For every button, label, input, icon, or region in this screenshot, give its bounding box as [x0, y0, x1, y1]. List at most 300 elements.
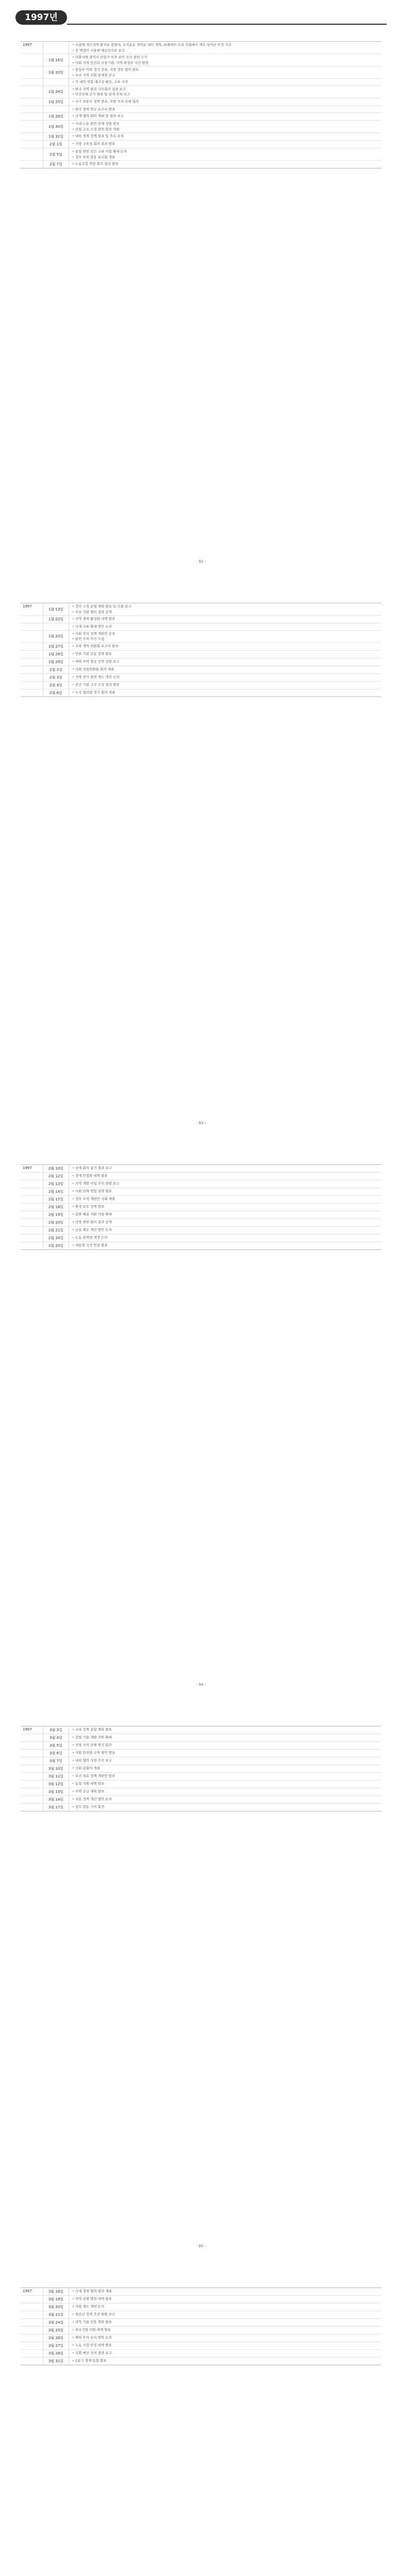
year-cell — [21, 1804, 43, 1811]
event-item: • 우리 지역 의회 문제점 보고 — [72, 73, 378, 78]
events-cell — [69, 1204, 381, 1211]
table-row — [21, 682, 381, 689]
event-item: • 정부 국정 운영 계획 발표 및 국회 보고 — [72, 604, 378, 609]
page-number: - 94 - — [196, 1683, 206, 1687]
page-number: - 95 - — [196, 2244, 206, 2248]
events-cell — [69, 113, 381, 120]
date-cell: 2월 10일 — [43, 1165, 69, 1172]
table-row — [21, 2342, 381, 2350]
document-page — [21, 2287, 381, 2576]
event-item: • 농업 지원 대책 발표 — [72, 1781, 378, 1787]
event-item: • 국내 노동 관련 단체 성명 발표 — [72, 121, 378, 127]
year-cell: 1997 — [21, 42, 43, 54]
event-item: • 정부 합동 기자 회견 — [72, 1804, 378, 1810]
date-cell: 3월 31일 — [43, 2358, 69, 2365]
table-row — [21, 66, 381, 79]
date-cell: 3월 6일 — [43, 1750, 69, 1757]
date-cell: 1월 27일 — [43, 643, 69, 650]
events-cell — [69, 1781, 381, 1788]
year-cell — [21, 2303, 43, 2311]
table-row — [21, 1173, 381, 1180]
event-item: • 민간단체 공식 발표 및 관계 부처 보고 — [72, 92, 378, 97]
event-item: • 노동 관계법 개정 논의 — [72, 1235, 378, 1241]
table-row — [21, 2296, 381, 2303]
event-item: • 1분기 경제 동향 발표 — [72, 2358, 378, 2364]
year-cell — [21, 1781, 43, 1788]
table-row — [21, 1788, 381, 1796]
events-cell — [69, 2311, 381, 2318]
year-cell — [21, 1788, 43, 1795]
events-cell — [69, 1211, 381, 1218]
date-cell: 3월 28일 — [43, 2350, 69, 2357]
date-cell: 3월 18일 — [43, 2288, 69, 2295]
date-cell: 2월 7일 — [43, 161, 69, 168]
event-item: • 과학 기술 진흥 계획 발표 — [72, 2319, 378, 2325]
event-item: • 교육 개혁 위원회 보고서 발표 — [72, 643, 378, 649]
year-cell — [21, 1173, 43, 1180]
date-cell: 3월 5일 — [43, 1742, 69, 1749]
date-cell: 2월 21일 — [43, 1227, 69, 1234]
date-cell: 3월 25일 — [43, 2327, 69, 2334]
date-cell: 1월 26일 — [43, 113, 69, 120]
event-item: • 지방 교육청 회의 결과 발표 — [72, 141, 378, 147]
events-cell — [69, 1196, 381, 1203]
event-item: • 사법 제도 개혁 논의 — [72, 2304, 378, 2310]
date-cell: 3월 26일 — [43, 2334, 69, 2342]
date-cell: 1월 30일 — [43, 121, 69, 132]
chronology-table — [21, 2287, 381, 2365]
year-cell — [21, 2311, 43, 2318]
table-row — [21, 54, 381, 66]
event-item: • 국방 관련 회의 결과 공개 — [72, 1219, 378, 1225]
event-item: • 국제 협력 회의 개최 및 결과 보고 — [72, 113, 378, 119]
year-cell — [21, 2319, 43, 2326]
date-cell: 3월 4일 — [43, 1734, 69, 1741]
events-cell — [69, 682, 381, 689]
table-row — [21, 689, 381, 697]
event-item: • 사회 단체 연합 성명 발표 — [72, 1189, 378, 1194]
event-item: • 사회 안전망 구축 방안 발표 — [72, 1750, 378, 1756]
year-cell — [21, 141, 43, 148]
table-row — [21, 86, 381, 98]
events-cell — [69, 1804, 381, 1811]
events-cell — [69, 161, 381, 168]
date-cell — [43, 623, 69, 630]
year-cell — [21, 623, 43, 630]
event-item: • 지역 균형 발전 대책 발표 — [72, 2296, 378, 2302]
date-cell: 2월 18일 — [43, 1204, 69, 1211]
year-cell — [21, 1196, 43, 1203]
chronology-table — [21, 1164, 381, 1250]
events-cell — [69, 1234, 381, 1242]
table-row — [21, 631, 381, 643]
table-row — [21, 2288, 381, 2296]
event-item: • 한국 지역 관련 국무회의 결과 보고 — [72, 87, 378, 92]
year-cell — [21, 1204, 43, 1211]
chronology-table — [21, 603, 381, 697]
event-item: • 경제 안정화 대책 발표 — [72, 1173, 378, 1179]
event-item: • 각 대학 연합 재구성 확인, 교육 시작 — [72, 79, 378, 85]
event-item: • 정부 조직 개편안 국회 제출 — [72, 1196, 378, 1202]
event-item: • 정부 부처 합동 보고회 개최 — [72, 155, 378, 160]
table-row — [21, 2358, 381, 2365]
events-cell — [69, 1242, 381, 1249]
year-header — [15, 10, 387, 26]
year-cell — [21, 1234, 43, 1242]
year-cell — [21, 1219, 43, 1226]
event-item: • 청소년 정책 추진 현황 보고 — [72, 2312, 378, 2317]
events-cell — [69, 2327, 381, 2334]
events-cell — [69, 1734, 381, 1741]
date-cell: 1월 22일 — [43, 616, 69, 623]
events-cell — [69, 616, 381, 623]
events-cell — [69, 1173, 381, 1180]
event-item: • 국회 상임위원회 회의 개최 — [72, 667, 378, 672]
events-cell — [69, 1765, 381, 1772]
year-header-rule — [67, 24, 387, 25]
event-item: • 사회 지역 안전과 금융기관, 지역 환경부 사건 발생 — [72, 60, 378, 66]
year-cell — [21, 2327, 43, 2334]
events-cell — [69, 2303, 381, 2311]
event-item: • 국제 회의 참가 결과 보고 — [72, 1165, 378, 1171]
table-row — [21, 148, 381, 161]
date-cell: 3월 21일 — [43, 2311, 69, 2318]
date-cell: 1월 25일 — [43, 98, 69, 106]
date-cell: 2월 4일 — [43, 682, 69, 689]
date-cell: 1월 31일 — [43, 133, 69, 140]
table-row — [21, 616, 381, 623]
year-cell — [21, 1765, 43, 1772]
year-cell: 1997 — [21, 2288, 43, 2295]
event-item: • 노사 협의회 정기 회의 개최 — [72, 690, 378, 696]
event-item: • 보건 의료 정책 개편안 발표 — [72, 1773, 378, 1779]
table-row — [21, 2334, 381, 2342]
table-row — [21, 1804, 381, 1811]
table-row — [21, 79, 381, 86]
date-cell: 3월 17일 — [43, 1804, 69, 1811]
table-row — [21, 1734, 381, 1742]
year-cell — [21, 2342, 43, 2349]
event-item: • 주요 기관 협의 결과 공개 — [72, 609, 378, 615]
events-cell — [69, 1227, 381, 1234]
event-item: • 대외 무역 협상 진행 상황 보고 — [72, 659, 378, 665]
table-row — [21, 1204, 381, 1211]
year-cell — [21, 1757, 43, 1765]
event-item: • 중 백성이 서울에 예산선으로 보고 — [72, 48, 378, 54]
year-cell — [21, 1180, 43, 1188]
date-cell: 1월 24일 — [43, 86, 69, 98]
date-cell: 2월 20일 — [43, 1219, 69, 1226]
table-row — [21, 603, 381, 616]
date-cell: 3월 11일 — [43, 1773, 69, 1780]
table-row — [21, 1165, 381, 1173]
table-row — [21, 1781, 381, 1788]
event-item: • 지방 선거 관련 제도 개선 논의 — [72, 674, 378, 680]
table-row — [21, 1227, 381, 1234]
events-cell — [69, 54, 381, 66]
event-item: • 산업 구조 조정 관련 회의 개최 — [72, 127, 378, 132]
table-row — [21, 2303, 381, 2311]
events-cell — [69, 1750, 381, 1757]
date-cell: 3월 27일 — [43, 2342, 69, 2349]
events-cell — [69, 1757, 381, 1765]
event-item: • 통일부 이하 정식 공표, 지방 정부 협의 완료 — [72, 67, 378, 73]
event-item: • 공공 기관 구조 조정 결과 발표 — [72, 682, 378, 688]
year-cell — [21, 1742, 43, 1749]
events-cell — [69, 141, 381, 148]
year-cell — [21, 643, 43, 650]
year-cell — [21, 689, 43, 697]
date-cell: 3월 13일 — [43, 1788, 69, 1795]
events-cell — [69, 1796, 381, 1803]
event-item: • 지역 개발 사업 추진 현황 보고 — [72, 1181, 378, 1187]
table-row — [21, 42, 381, 54]
date-cell: 3월 10일 — [43, 1765, 69, 1772]
date-cell: 2월 24일 — [43, 1234, 69, 1242]
event-item: • 사회 복지 정책 개편안 공표 — [72, 631, 378, 637]
table-row — [21, 1765, 381, 1773]
events-cell — [69, 666, 381, 673]
table-row — [21, 1211, 381, 1219]
events-cell — [69, 1180, 381, 1188]
year-cell — [21, 121, 43, 132]
year-badge: 1997년 — [15, 10, 67, 25]
table-row — [21, 643, 381, 651]
events-cell — [69, 674, 381, 681]
event-item: • 금융 제도 개선 방안 논의 — [72, 1227, 378, 1233]
date-cell: 2월 13일 — [43, 1180, 69, 1188]
year-cell — [21, 2358, 43, 2365]
event-item: • 노동조합 연합 회의 결과 발표 — [72, 161, 378, 167]
events-cell — [69, 2334, 381, 2342]
table-row — [21, 1726, 381, 1734]
page-number: - 92 - — [196, 560, 206, 564]
date-cell: 1월 13일 — [43, 603, 69, 615]
events-cell — [69, 2350, 381, 2357]
year-cell — [21, 651, 43, 658]
table-row — [21, 658, 381, 666]
year-cell — [21, 1734, 43, 1741]
event-item: • 국가 보훈부 정책 발표, 지방 자치 단체 협의 — [72, 99, 378, 105]
table-row — [21, 1188, 381, 1196]
year-cell — [21, 666, 43, 673]
date-cell: 1월 16일 — [43, 54, 69, 66]
year-cell: 1997 — [21, 603, 43, 615]
events-cell — [69, 623, 381, 630]
events-cell — [69, 1773, 381, 1780]
table-row — [21, 2327, 381, 2334]
date-cell: 2월 1일 — [43, 141, 69, 148]
date-cell: 2월 19일 — [43, 1211, 69, 1218]
year-cell: 1997 — [21, 1165, 43, 1172]
event-item: • 국제 교류 확대 방안 논의 — [72, 624, 378, 630]
date-cell: 3월 19일 — [43, 2296, 69, 2303]
year-cell — [21, 79, 43, 86]
events-cell — [69, 651, 381, 658]
event-item: • 언론 기관 공동 성명 발표 — [72, 651, 378, 657]
year-cell — [21, 113, 43, 120]
table-row — [21, 1242, 381, 1249]
events-cell — [69, 1726, 381, 1734]
table-row — [21, 121, 381, 133]
events-cell — [69, 2342, 381, 2349]
event-item: • 대외 협력 사업 추진 보고 — [72, 1758, 378, 1764]
document-page — [21, 603, 381, 1128]
year-cell — [21, 631, 43, 642]
date-cell: 3월 14일 — [43, 1796, 69, 1803]
year-cell — [21, 1750, 43, 1757]
events-cell — [69, 1788, 381, 1795]
date-cell: 2월 14일 — [43, 1188, 69, 1195]
events-cell — [69, 148, 381, 160]
year-cell — [21, 674, 43, 681]
event-item: • 한국 경제 연구 보고서 발표 — [72, 107, 378, 112]
event-item: • 환경 보호 정책 발표 — [72, 1204, 378, 1210]
events-cell — [69, 658, 381, 666]
date-cell: 1월 28일 — [43, 651, 69, 658]
event-item: • 주택 공급 계획 발표 — [72, 1789, 378, 1794]
date-cell: 2월 12일 — [43, 1173, 69, 1180]
table-row — [21, 623, 381, 631]
table-row — [21, 113, 381, 121]
events-cell — [69, 121, 381, 132]
table-row — [21, 1196, 381, 1204]
event-item: • 이화시에 광역시 산업가 이후 보안 조사 관련 수사 — [72, 55, 378, 60]
table-row — [21, 1773, 381, 1781]
date-cell: 1월 20일 — [43, 66, 69, 78]
year-cell — [21, 66, 43, 78]
event-item: • 중소기업 지원 대책 발표 — [72, 2327, 378, 2333]
table-row — [21, 141, 381, 148]
date-cell — [43, 42, 69, 54]
date-cell — [43, 106, 69, 113]
year-cell — [21, 2296, 43, 2303]
event-item: • 지방 자치 단체 연석 회의 — [72, 1742, 378, 1748]
year-cell — [21, 106, 43, 113]
table-row — [21, 1750, 381, 1757]
year-cell — [21, 1242, 43, 1249]
year-cell — [21, 98, 43, 106]
year-cell — [21, 682, 43, 689]
date-cell: 3월 12일 — [43, 1781, 69, 1788]
events-cell — [69, 66, 381, 78]
year-cell — [21, 616, 43, 623]
event-item: • 교육 정책 종합 계획 발표 — [72, 1727, 378, 1733]
date-cell: 2월 5일 — [43, 148, 69, 160]
table-row — [21, 161, 381, 168]
table-row — [21, 666, 381, 674]
events-cell — [69, 631, 381, 642]
year-cell — [21, 658, 43, 666]
chronology-table — [21, 1726, 381, 1811]
event-item: • 국회 예산 심의 결과 보고 — [72, 2350, 378, 2356]
year-cell — [21, 133, 43, 140]
table-row — [21, 133, 381, 141]
event-item: • 관련 부처 의견 수렴 — [72, 636, 378, 642]
event-item: • 통일 관련 민간 교류 사업 확대 논의 — [72, 149, 378, 155]
event-item: • 문화 예술 지원 사업 확대 — [72, 1212, 378, 1217]
event-item: • 교통 정책 개선 방안 논의 — [72, 1797, 378, 1802]
table-row — [21, 1180, 381, 1188]
event-item: • 국제 경제 협력 회의 개최 — [72, 2289, 378, 2294]
events-cell — [69, 1165, 381, 1172]
year-cell — [21, 1227, 43, 1234]
event-item: • 해외 투자 유치 방안 논의 — [72, 2335, 378, 2341]
document-page — [21, 41, 381, 567]
year-cell — [21, 1796, 43, 1803]
date-cell: 3월 24일 — [43, 2319, 69, 2326]
event-item: • 노동 시장 안정 대책 발표 — [72, 2343, 378, 2348]
events-cell — [69, 2358, 381, 2365]
date-cell: 2월 17일 — [43, 1196, 69, 1203]
year-cell — [21, 1211, 43, 1218]
table-row — [21, 2311, 381, 2319]
events-cell — [69, 1742, 381, 1749]
chronology-table — [21, 41, 381, 168]
date-cell: 1월 23일 — [43, 631, 69, 642]
date-cell: 3월 3일 — [43, 1726, 69, 1734]
event-item: • 서울에 개인지역 환자보 감염지, 조직운동 경비료 대미 개혁, 판례에서 우리 사회에서 계속 일어난 부정 사건 — [72, 42, 378, 48]
date-cell: 3월 7일 — [43, 1757, 69, 1765]
table-row — [21, 1757, 381, 1765]
events-cell — [69, 2288, 381, 2295]
year-cell — [21, 2350, 43, 2357]
events-cell — [69, 98, 381, 106]
year-cell — [21, 2334, 43, 2342]
year-cell — [21, 148, 43, 160]
events-cell — [69, 689, 381, 697]
events-cell — [69, 603, 381, 615]
date-cell: 2월 3일 — [43, 674, 69, 681]
table-row — [21, 674, 381, 682]
document-page — [21, 1726, 381, 2251]
table-row — [21, 1796, 381, 1804]
table-row — [21, 2319, 381, 2327]
events-cell — [69, 1188, 381, 1195]
event-item: • 대통령 국정 연설 발표 — [72, 1243, 378, 1248]
table-row — [21, 98, 381, 106]
events-cell — [69, 2319, 381, 2326]
table-row — [21, 2350, 381, 2358]
year-cell — [21, 1773, 43, 1780]
event-item: • 대외 경제 정책 발표 및 후속 조치 — [72, 133, 378, 139]
events-cell — [69, 42, 381, 54]
event-item: • 지역 경제 활성화 대책 발표 — [72, 616, 378, 622]
events-cell — [69, 106, 381, 113]
date-cell — [43, 79, 69, 86]
events-cell — [69, 643, 381, 650]
event-item: • 국회 본회의 개최 — [72, 1766, 378, 1771]
events-cell — [69, 79, 381, 86]
events-cell — [69, 133, 381, 140]
date-cell: 2월 25일 — [43, 1242, 69, 1249]
date-cell: 1월 29일 — [43, 658, 69, 666]
table-row — [21, 1742, 381, 1750]
table-row — [21, 1234, 381, 1242]
year-cell — [21, 54, 43, 66]
document-page — [21, 1164, 381, 1690]
events-cell — [69, 1219, 381, 1226]
year-cell — [21, 86, 43, 98]
events-cell — [69, 86, 381, 98]
date-cell: 2월 6일 — [43, 689, 69, 697]
table-row — [21, 651, 381, 658]
date-cell: 2월 2일 — [43, 666, 69, 673]
events-cell — [69, 2296, 381, 2303]
event-item: • 산업 기술 개발 지원 확대 — [72, 1735, 378, 1740]
page-number: - 93 - — [196, 1121, 206, 1125]
year-cell — [21, 1188, 43, 1195]
